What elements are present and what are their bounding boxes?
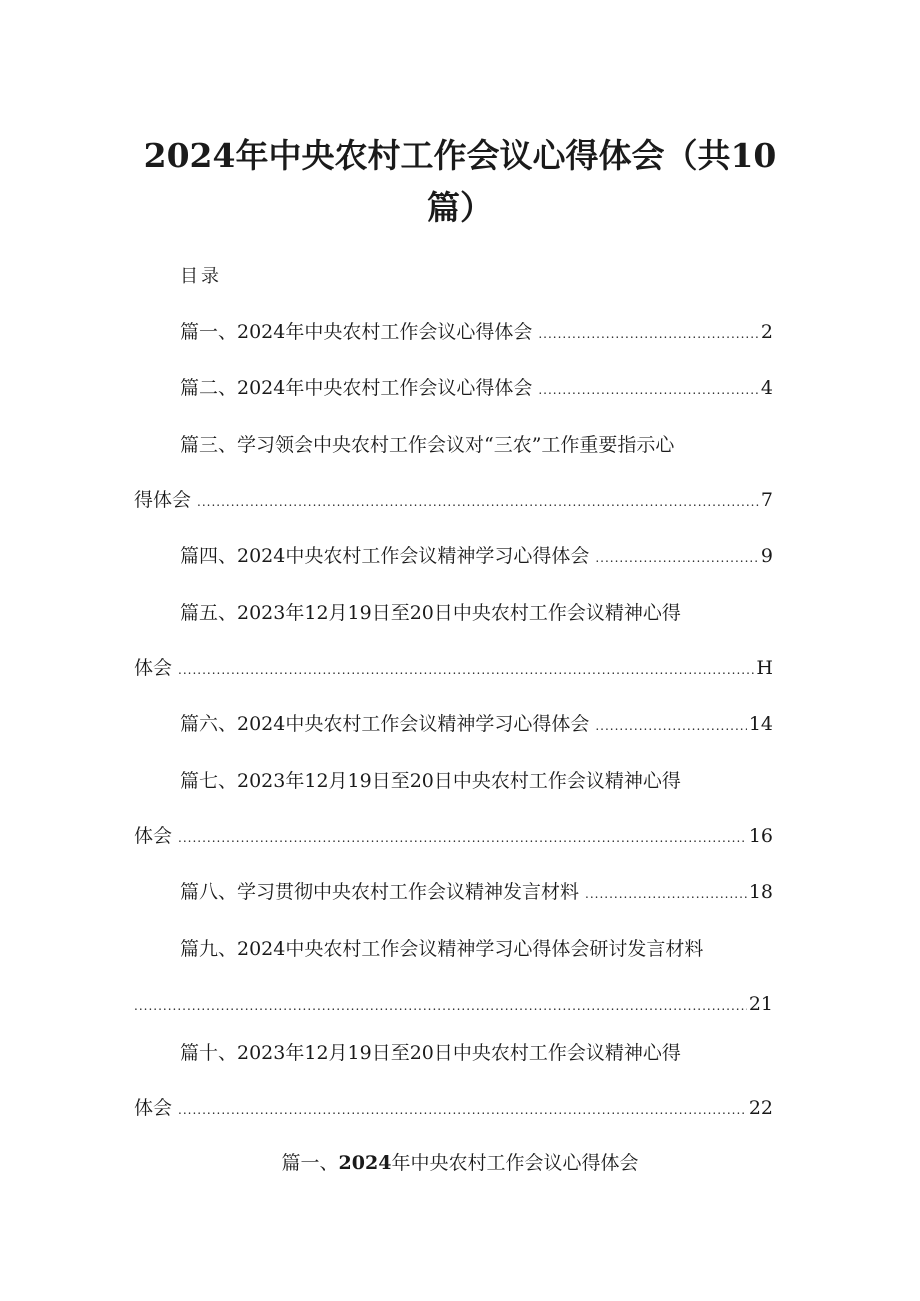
toc-entry-page: 21: [748, 993, 773, 1015]
toc-entry-5-line-1[interactable]: 篇五、2023年12月19日至20日中央农村工作会议精神心得: [180, 602, 681, 624]
section-heading-prefix: 篇一、: [281, 1152, 339, 1174]
toc-entry-3-line-1[interactable]: 篇三、学习领会中央农村工作会议对“三农”工作重要指示心: [180, 434, 675, 456]
toc-entry-title: 篇六、2024中央农村工作会议精神学习心得体会: [180, 713, 590, 735]
toc-entry-8[interactable]: [180, 879, 773, 907]
toc-entry-page: 2: [760, 321, 773, 343]
toc-entry-10[interactable]: [134, 1095, 773, 1123]
toc-entry-title: 篇二、2024年中央农村工作会议心得体会: [180, 377, 533, 399]
toc-entry-title: 篇一、2024年中央农村工作会议心得体会: [180, 321, 533, 343]
toc-entry-9[interactable]: [134, 991, 773, 1019]
toc-entry-title: 体会: [134, 825, 173, 847]
toc-leader-dots: [178, 657, 754, 683]
toc-entry-4[interactable]: [180, 543, 773, 571]
section-heading-year: 2024: [338, 1152, 392, 1174]
toc-entry-3[interactable]: [134, 487, 773, 515]
toc-entry-title: 体会: [134, 657, 173, 679]
toc-entry-title: 体会: [134, 1097, 173, 1119]
toc-entry-page: 7: [760, 489, 773, 511]
document-title-line-2: 篇）: [427, 188, 493, 227]
toc-leader-dots: [538, 377, 759, 403]
toc-leader-dots: [134, 993, 747, 1019]
toc-entry-5[interactable]: [134, 655, 773, 683]
section-heading-rest: 年中央农村工作会议心得体会: [391, 1152, 639, 1174]
toc-heading: 目录: [180, 266, 222, 287]
toc-entry-7-line-1[interactable]: 篇七、2023年12月19日至20日中央农村工作会议精神心得: [180, 770, 681, 792]
toc-entry-6[interactable]: [180, 711, 773, 739]
toc-leader-dots: [178, 825, 747, 851]
toc-entry-9-line-1[interactable]: 篇九、2024中央农村工作会议精神学习心得体会研讨发言材料: [180, 938, 704, 960]
document-title-line-1: 2024年中央农村工作会议心得体会（共10: [143, 136, 777, 175]
toc-entry-2[interactable]: [180, 375, 773, 403]
toc-leader-dots: [595, 713, 746, 739]
toc-leader-dots: [178, 1097, 747, 1123]
section-heading: [0, 1150, 920, 1176]
toc-entry-page: 18: [748, 881, 773, 903]
toc-entry-10-line-1[interactable]: 篇十、2023年12月19日至20日中央农村工作会议精神心得: [180, 1042, 681, 1064]
toc-leader-dots: [197, 489, 759, 515]
toc-entry-page: 4: [760, 377, 773, 399]
toc-entry-page: 16: [748, 825, 773, 847]
toc-entry-title: 篇四、2024中央农村工作会议精神学习心得体会: [180, 545, 590, 567]
toc-leader-dots: [585, 881, 747, 907]
toc-entry-1[interactable]: [180, 319, 773, 347]
toc-entry-7[interactable]: [134, 823, 773, 851]
toc-leader-dots: [538, 321, 759, 347]
toc-entry-page: 9: [760, 545, 773, 567]
toc-entry-page: 22: [748, 1097, 773, 1119]
toc-entry-page: 14: [748, 713, 773, 735]
toc-leader-dots: [595, 545, 759, 571]
toc-entry-title: 得体会: [134, 489, 192, 511]
toc-entry-title: 篇八、学习贯彻中央农村工作会议精神发言材料: [180, 881, 580, 903]
toc-entry-page: H: [756, 657, 773, 679]
